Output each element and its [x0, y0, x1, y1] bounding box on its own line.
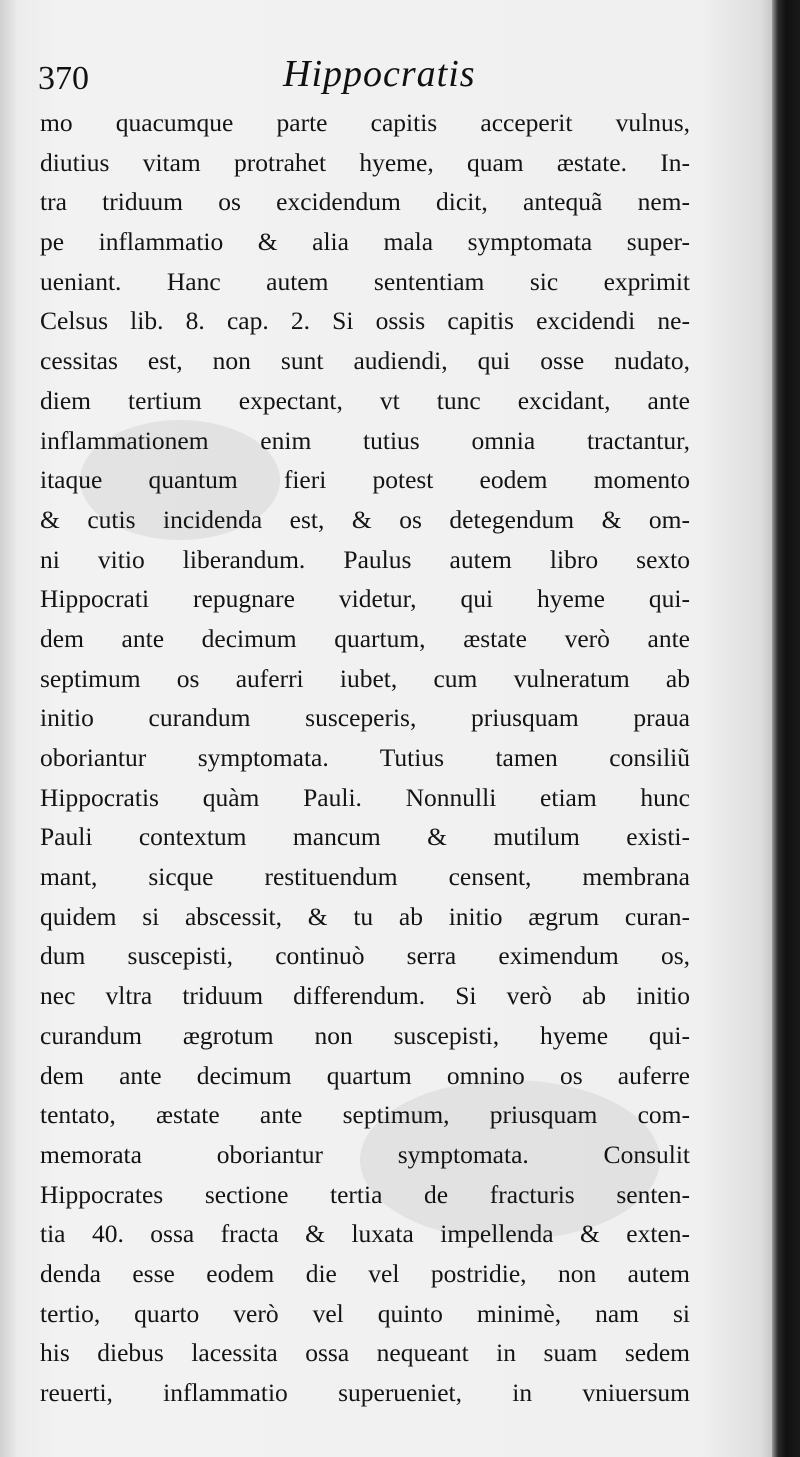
text-line: septimum os auferri iubet, cum vulneratum ab — [40, 663, 690, 693]
text-line: mant, sicque restituendum censent, membrana — [40, 862, 690, 892]
book-binding-shadow — [772, 0, 800, 1457]
text-line: oboriantur symptomata. Tutius tamen consiliũ — [40, 743, 690, 772]
text-line: itaque quantum fieri potest eodem momento — [40, 465, 690, 495]
text-line: diem tertium expectant, vt tunc excidant, ante — [40, 385, 690, 415]
text-line: dem ante decimum quartum omnino os auferre — [40, 1060, 690, 1090]
text-line: quidem si abscessit, & tu ab initio ægrum curan- — [40, 901, 690, 931]
running-head: Hippocratis — [283, 53, 476, 95]
text-line: Hippocratis quàm Pauli. Nonnulli etiam hunc — [40, 782, 690, 812]
body-text — [40, 103, 690, 1413]
text-line: tia 40. ossa fracta & luxata impellenda & exten- — [40, 1219, 690, 1249]
text-line: nec vltra triduum differendum. Si verò ab initio — [40, 981, 690, 1011]
text-line: mo quacumque parte capitis acceperit vulnus, — [40, 108, 690, 137]
text-line: curandum ægrotum non suscepisti, hyeme qui- — [40, 1020, 690, 1050]
text-line: Hippocrates sectione tertia de fracturis senten- — [40, 1179, 690, 1209]
text-line: ni vitio liberandum. Paulus autem libro sexto — [40, 544, 690, 574]
text-line: memorata oboriantur symptomata. Consulit — [40, 1139, 690, 1169]
page-number: 370 — [38, 60, 89, 97]
text-line: tertio, quarto verò vel quinto minimè, nam si — [40, 1298, 690, 1328]
text-line: denda esse eodem die vel postridie, non autem — [40, 1258, 690, 1288]
text-line: initio curandum susceperis, priusquam praua — [40, 703, 690, 733]
text-line: pe inflammatio & alia mala symptomata super- — [40, 227, 690, 257]
text-line: tra triduum os excidendum dicit, antequã nem- — [40, 187, 690, 217]
text-line: inflammationem enim tutius omnia tractantur, — [40, 425, 690, 455]
text-line: Pauli contextum mancum & mutilum existi- — [40, 822, 690, 852]
text-line: reuerti, inflammatio superueniet, in vniuersum — [40, 1378, 690, 1407]
text-line: ueniant. Hanc autem sententiam sic exprimit — [40, 266, 690, 296]
text-line: & cutis incidenda est, & os detegendum & om- — [40, 504, 690, 534]
text-line: Celsus lib. 8. cap. 2. Si ossis capitis excidendi ne- — [40, 306, 690, 336]
text-line: tentato, æstate ante septimum, priusquam com- — [40, 1100, 690, 1130]
text-line: dem ante decimum quartum, æstate verò ante — [40, 623, 690, 653]
text-line: cessitas est, non sunt audiendi, qui osse nudato, — [40, 346, 690, 376]
text-line: Hippocrati repugnare videtur, qui hyeme qui- — [40, 584, 690, 614]
page-header — [38, 52, 728, 102]
text-line: dum suscepisti, continuò serra eximendum os, — [40, 941, 690, 971]
text-line: his diebus lacessita ossa nequeant in suam sedem — [40, 1338, 690, 1368]
text-line: diutius vitam protrahet hyeme, quam æstate. In- — [40, 147, 690, 177]
